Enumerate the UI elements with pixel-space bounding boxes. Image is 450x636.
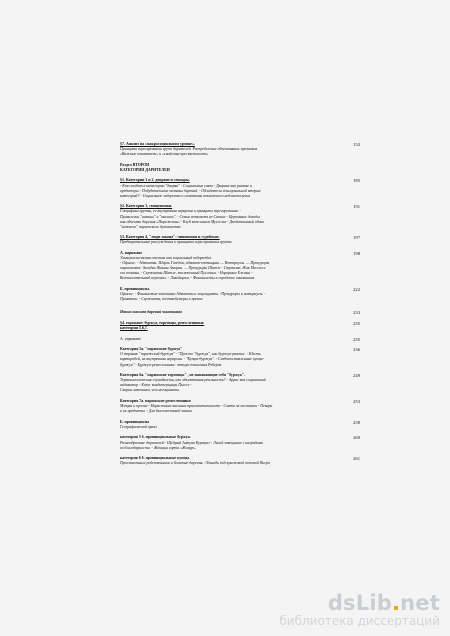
toc-page-number: 191: [353, 204, 360, 210]
toc-entry-heading: Б. провинциалы.: [120, 287, 151, 292]
toc-entry: [120, 163, 360, 173]
toc-entry-description: Географический ареал: [120, 424, 157, 429]
toc-entry: [120, 178, 360, 198]
toc-entry: [120, 435, 360, 450]
toc-page-number: 249: [353, 373, 360, 379]
watermark-logo: [279, 592, 440, 628]
toc-entry: [120, 142, 360, 157]
toc-entry-heading: Б. провинциалы: [120, 419, 150, 424]
toc-page-number: 261: [353, 456, 360, 462]
toc-page-number: 235: [353, 320, 360, 326]
toc-page-number: 185: [353, 178, 360, 184]
toc-entry-description: Вспомогательный персонал. - Лакейщики. - Финансисты в городских чиновниках: [120, 276, 255, 281]
toc-entry: [120, 347, 360, 367]
watermark-brand-domain: net: [400, 591, 440, 615]
toc-entry-description: «Важные показатели» и «свойства престижности»: [120, 152, 209, 157]
toc-entry-description: Скорая лавочники, чем негоцианты.: [120, 388, 180, 393]
toc-entry-description: Офисье. - Финансовые чиновники Адвокаты и лиценциаты. -Прокуроры и нотариусы. -: [120, 292, 266, 297]
toc-entry-description: Практики. - Сержанты, почтмейстеры и прочие: [120, 297, 203, 302]
toc-page-number: 235: [353, 336, 360, 342]
toc-page-number: 253: [353, 398, 360, 404]
toc-entry-heading: А. парижане: [120, 336, 141, 341]
watermark-subtitle: библиотека диссертаций: [279, 614, 440, 628]
table-of-contents: [120, 142, 360, 472]
toc-entry: [120, 310, 360, 315]
watermark-brand-name: dsLib: [327, 591, 392, 615]
toc-entry-heading: §2. Категория 3, священники.: [120, 204, 173, 209]
toc-entry-description: и их предметы. - Для благочестивой чашки: [120, 409, 192, 414]
toc-entry: [120, 204, 360, 229]
toc-entry-heading: Итоги анализа дарений чиновников: [120, 310, 183, 315]
toc-entry-description: Прославленные родственники и богатые дарения. -Лошадь под крыжовой попоной Пигри: [120, 461, 270, 466]
toc-entry-description: "нижнего" парижского духовенства: [120, 224, 181, 229]
toc-page-number: 233: [353, 310, 360, 316]
toc-entry: [120, 373, 360, 393]
toc-entry-description: кредиторы - Побудительные мотивы дарений. - Обладатели сеньориальной вторых: [120, 188, 261, 193]
toc-entry: [120, 235, 360, 245]
toc-entry-heading: Раздел ВТОРОЙ: [120, 162, 150, 167]
toc-page-number: 197: [353, 235, 360, 241]
toc-entry-heading: §7. Анализ на «макросоциальном уровне».: [120, 142, 195, 146]
toc-entry-description: Предварительные рассуждения о принципах агрегирования группы: [120, 240, 232, 245]
toc-page-number: 152: [353, 142, 360, 147]
toc-entry-description: из благодарности. - Жёнщин сорта «Жомур».: [120, 445, 197, 450]
watermark-brand: [279, 592, 440, 614]
toc-entry-description: картиродей, их внутренняя иерархия. - "Купцы-буржуа". - Слабопоставленные купцы-: [120, 357, 265, 362]
toc-entry-description: Принципы агрегирования групп дарителей. Распределение объективных признаков: [120, 147, 258, 152]
toc-entry: [120, 337, 360, 342]
toc-entry-heading: А. парижане: [120, 251, 143, 255]
toc-entry-heading: Категория 6а. "парижские торговцы" , не называющие себя "буржуа".: [120, 373, 245, 378]
toc-entry-description: Мэтры и прочие - Нарастание внешних привлекательности - Смета за постамен - Пекари: [120, 404, 273, 409]
toc-page-number: 222: [353, 287, 360, 293]
toc-entry-description: его познань. - Сержанты Шатле, заключенный Пуссеньи. - Нарорные Ежикы -: [120, 271, 253, 276]
watermark-brand-dot: .: [391, 591, 401, 615]
toc-entry-heading: §4. горожане: буржуа, торговцы, ремесленники:: [120, 320, 205, 325]
toc-entry-description: как объекты дарения «Парижская» - Клуб капелланов Мусселла - Двойственный облик: [120, 219, 265, 224]
toc-entry: [120, 420, 360, 430]
toc-entry-description: Привилегии "низших" и "высших". - Семья потомств из Саписа - Церковные доходы: [120, 214, 260, 219]
toc-page-number: 258: [353, 419, 360, 425]
toc-entry-description: Специфика группы, ее внутренняя иерархия и принципы агрегирования. -: [120, 209, 241, 214]
toc-entry: [120, 251, 360, 282]
toc-entry-description: КАТЕГОРИИ ДАРИТЕЛЕЙ: [120, 167, 170, 172]
toc-entry-description: О термине "парижский буржуа" - "Просто "буржуа", или буржуа-рантье. - Шесть: [120, 352, 261, 357]
toc-entry: [120, 321, 360, 331]
toc-entry: [120, 287, 360, 302]
toc-entry-description: - Офисье. - Адвокаты: Шарль Гизедон, адвокат-оттищики — Нотариусы. — Прокуроры: [120, 261, 270, 266]
toc-entry-heading: категория 6 б. провинциальные купцы.: [120, 456, 190, 461]
toc-entry-description: категорий? - Социальное лидерство и симптомы возможного неблагополучия: [120, 193, 250, 198]
toc-entry-description: - Кто входит в категорию "дворян" - Социальные связи - Дворяне как рантье и: [120, 183, 253, 188]
toc-page-number: 198: [353, 251, 360, 256]
toc-entry-description: парламента: Загадка Жанны Аморан. — Прокуроры Шатле - Стряпчие, Жак Мессиэ и: [120, 266, 266, 271]
toc-entry-description: буржуа" - Буржуа-ремесленники: четыре поколения Роберов: [120, 362, 222, 367]
toc-entry-description: Универсалистская степень как социальный водораздел.: [120, 256, 213, 261]
toc-entry-heading: Категория 7а. парижские ремесленники: [120, 398, 191, 403]
toc-entry-heading: категория 5 б. провинциальные буржуа.: [120, 435, 191, 440]
toc-entry-description: Терминологическая случайность, или объективная реальность? - Аррас как социальный: [120, 378, 266, 383]
toc-entry: [120, 399, 360, 414]
toc-entry-description: Разнообразные дарителей - Щедрый Антуан Куртуил - Лисий завещание с наградами: [120, 440, 264, 445]
toc-entry: [120, 456, 360, 466]
toc-entry-description: индикатор - Казус кондитерщицы Пьессе -: [120, 383, 192, 388]
toc-page-number: 236: [353, 347, 360, 353]
toc-page-number: 260: [353, 435, 360, 441]
toc-entry-heading: §3. Категория 4, "люди закона": чиновники и судейские.: [120, 235, 220, 240]
toc-entry-heading: §1. Категории 1 и 2, дворяне и сеньоры.: [120, 178, 190, 183]
toc-entry-heading: Категория 5а. "парижские буржуа": [120, 347, 183, 352]
toc-entry-description: категории 5,6,7.: [120, 326, 148, 331]
